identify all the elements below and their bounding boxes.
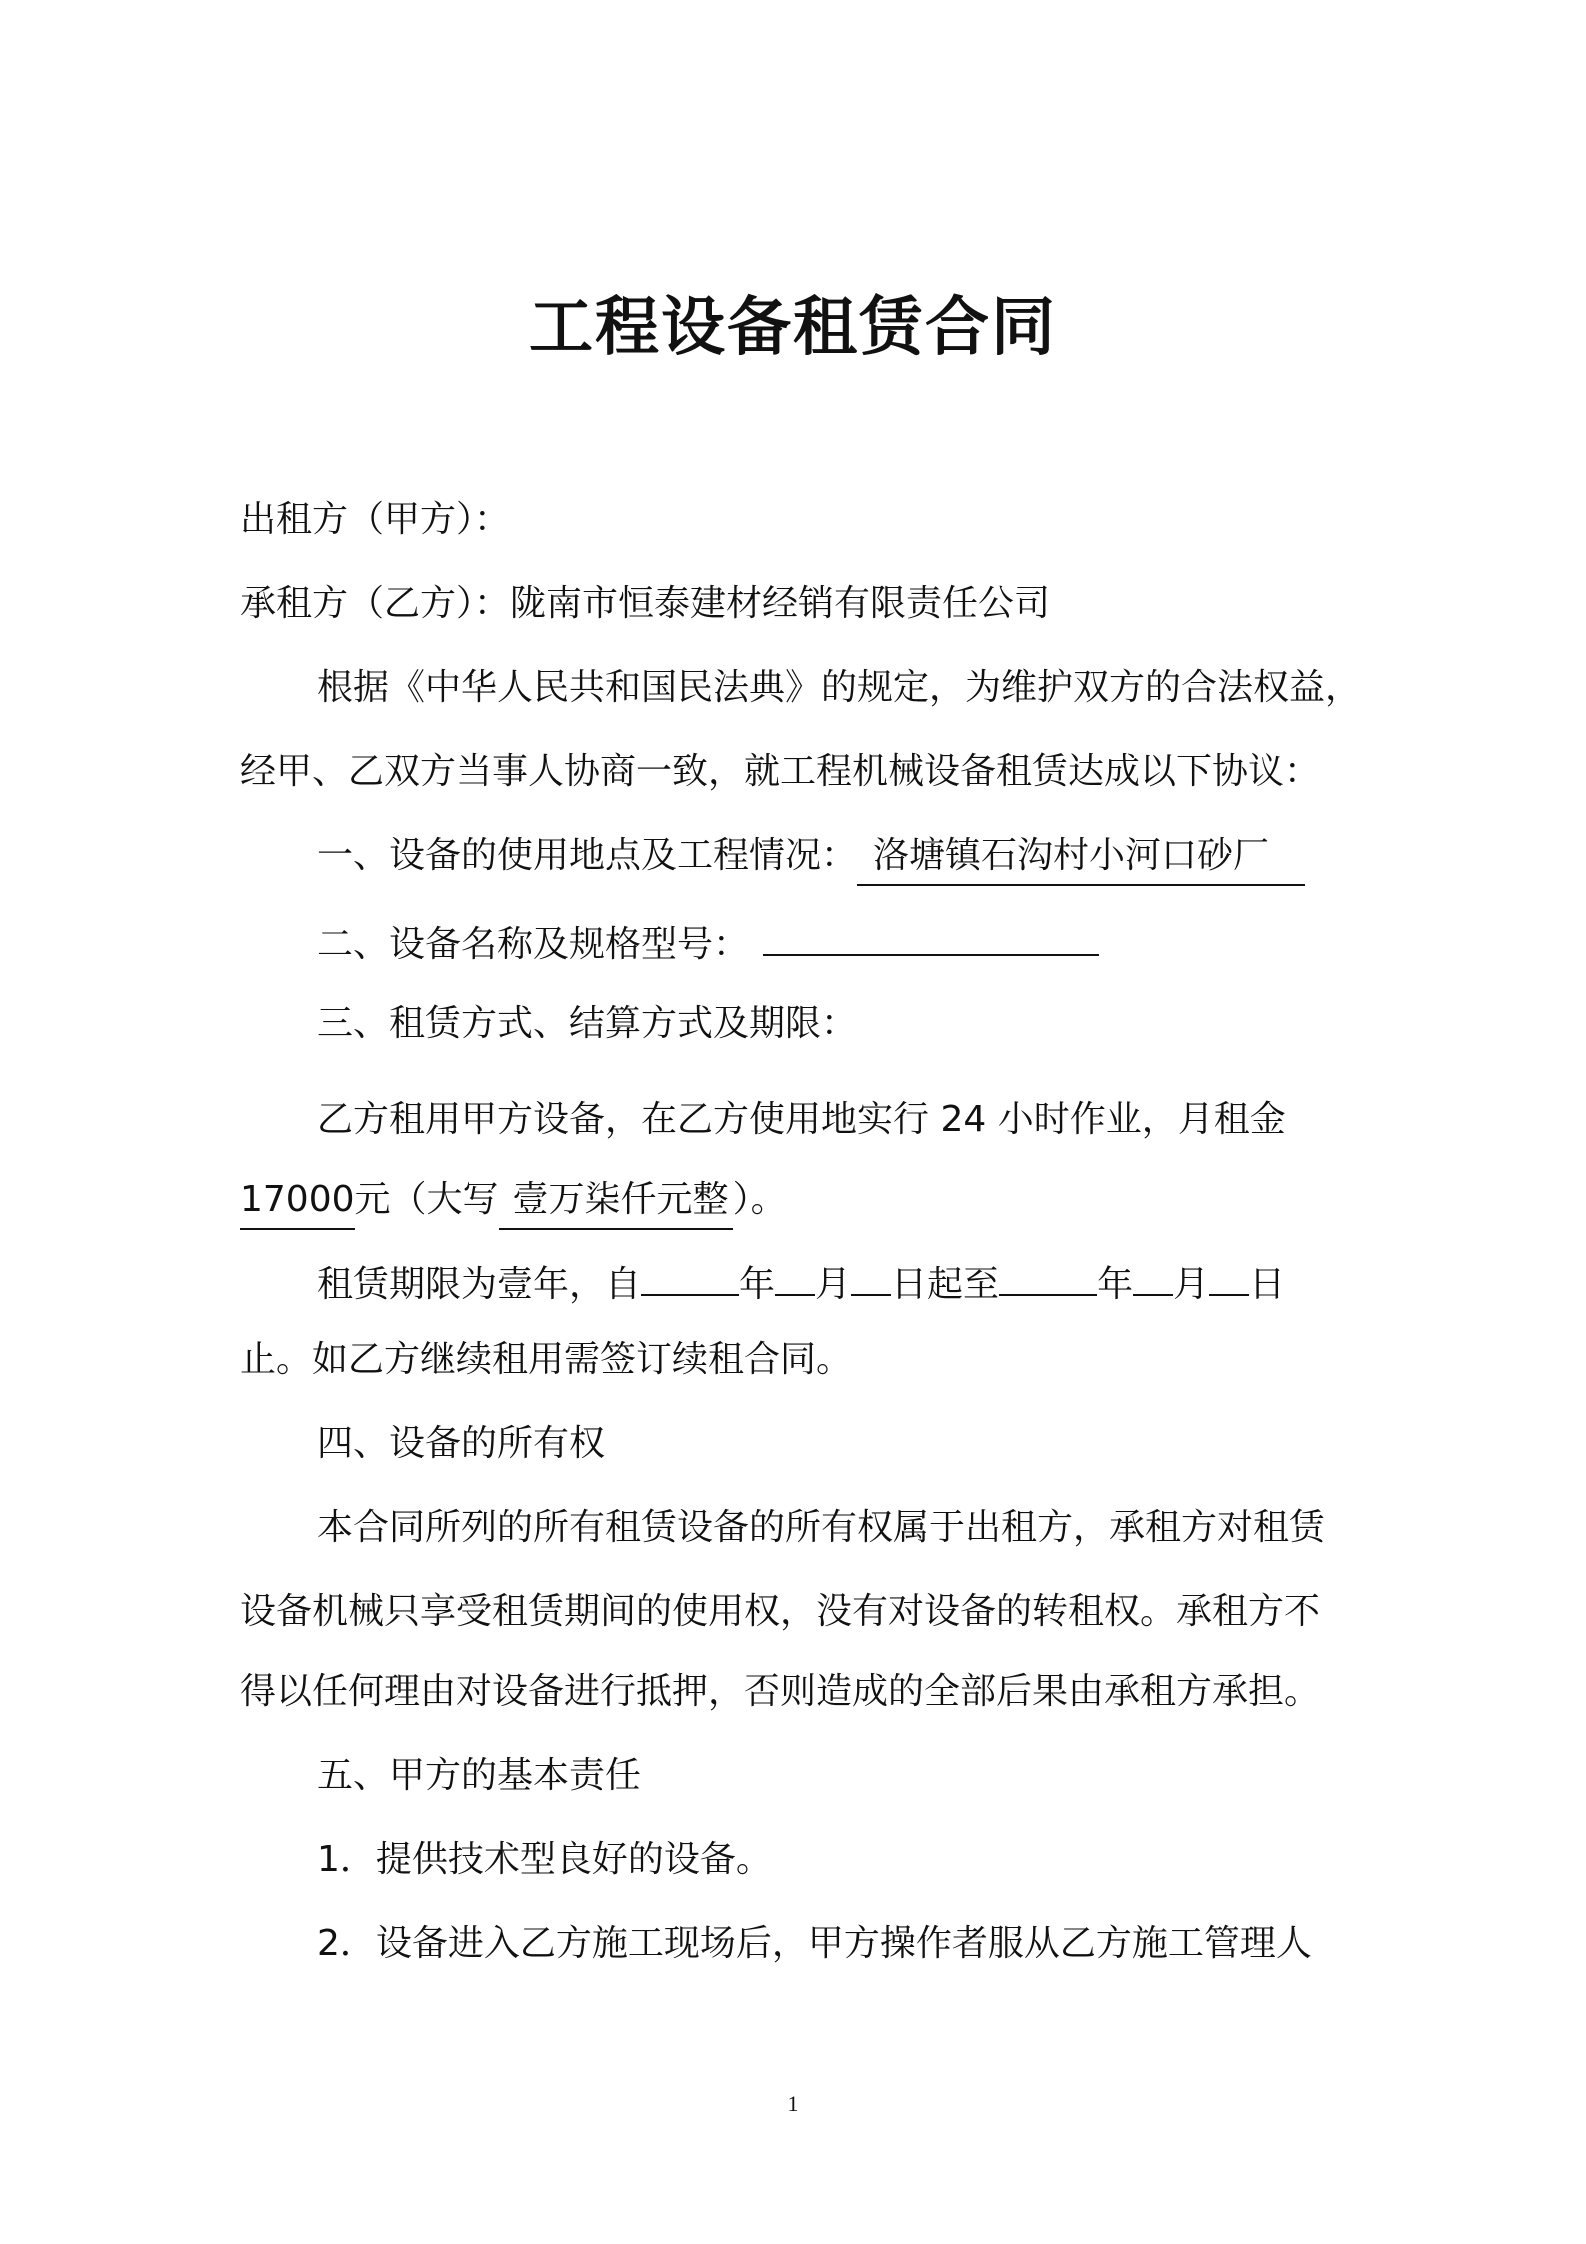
lessee-name: 陇南市恒泰建材经销有限责任公司 <box>510 583 1051 624</box>
end-day-blank <box>1209 1256 1249 1296</box>
equipment-spec-blank <box>763 916 1099 956</box>
start-month-blank <box>775 1256 815 1296</box>
preamble-line-1: 根据《中华人民共和国民法典》的规定，为维护双方的合法权益， <box>317 667 1362 708</box>
clause-5-item-1: 1．提供技术型良好的设备。 <box>317 1839 772 1880</box>
page-number: 1 <box>787 2091 799 2116</box>
lessee-label: 承租方（乙方）： <box>240 583 511 624</box>
clause-3-rent-line: 乙方租用甲方设备，在乙方使用地实行 24 小时作业，月租金 <box>317 1099 1286 1140</box>
clause-3-amount-line <box>240 1176 787 1230</box>
preamble-line-2: 经甲、乙双方当事人协商一致，就工程机械设备租赁达成以下协议： <box>240 751 1321 792</box>
lessee-line <box>240 580 1050 628</box>
start-day-label: 日起至 <box>891 1264 1000 1305</box>
clause-1-location: 洛塘镇石沟村小河口砂厂 <box>857 832 1305 886</box>
lessor-line <box>240 496 510 544</box>
end-month-label: 月 <box>1173 1264 1210 1305</box>
rent-unit-suffix: ）。 <box>732 1179 787 1220</box>
clause-1-line <box>317 832 1305 886</box>
end-year-blank <box>999 1256 1097 1296</box>
end-month-blank <box>1133 1256 1173 1296</box>
rent-amount: 17000 <box>240 1176 355 1230</box>
clause-4-heading: 四、设备的所有权 <box>317 1423 606 1464</box>
clause-4-line-3: 得以任何理由对设备进行抵押，否则造成的全部后果由承租方承担。 <box>240 1671 1321 1712</box>
term-prefix: 租赁期限为壹年，自 <box>317 1264 642 1305</box>
start-year-blank <box>641 1256 739 1296</box>
start-day-blank <box>851 1256 891 1296</box>
clause-3-term-line <box>317 1256 1285 1309</box>
clause-4-line-1: 本合同所列的所有租赁设备的所有权属于出租方，承租方对租赁 <box>317 1507 1326 1548</box>
rent-unit-prefix: 元（大写 <box>354 1179 499 1220</box>
lessor-label: 出租方（甲方）： <box>240 499 511 540</box>
end-day-label: 日 <box>1249 1264 1286 1305</box>
clause-2-label: 二、设备名称及规格型号： <box>317 924 750 965</box>
clause-1-label: 一、设备的使用地点及工程情况： <box>317 835 858 876</box>
end-year-label: 年 <box>1097 1264 1134 1305</box>
start-year-label: 年 <box>739 1264 776 1305</box>
clause-3-term-end: 止。如乙方继续租用需签订续租合同。 <box>240 1339 853 1380</box>
clause-4-line-2: 设备机械只享受租赁期间的使用权，没有对设备的转租权。承租方不 <box>240 1591 1321 1632</box>
rent-amount-words: 壹万柒仟元整 <box>499 1176 733 1230</box>
start-month-label: 月 <box>815 1264 852 1305</box>
clause-5-heading: 五、甲方的基本责任 <box>317 1755 642 1796</box>
clause-2-line <box>317 916 1099 969</box>
clause-5-item-2: 2．设备进入乙方施工现场后，甲方操作者服从乙方施工管理人 <box>317 1923 1312 1964</box>
clause-3-heading: 三、租赁方式、结算方式及期限： <box>317 1003 858 1044</box>
document-title: 工程设备租赁合同 <box>529 291 1057 365</box>
